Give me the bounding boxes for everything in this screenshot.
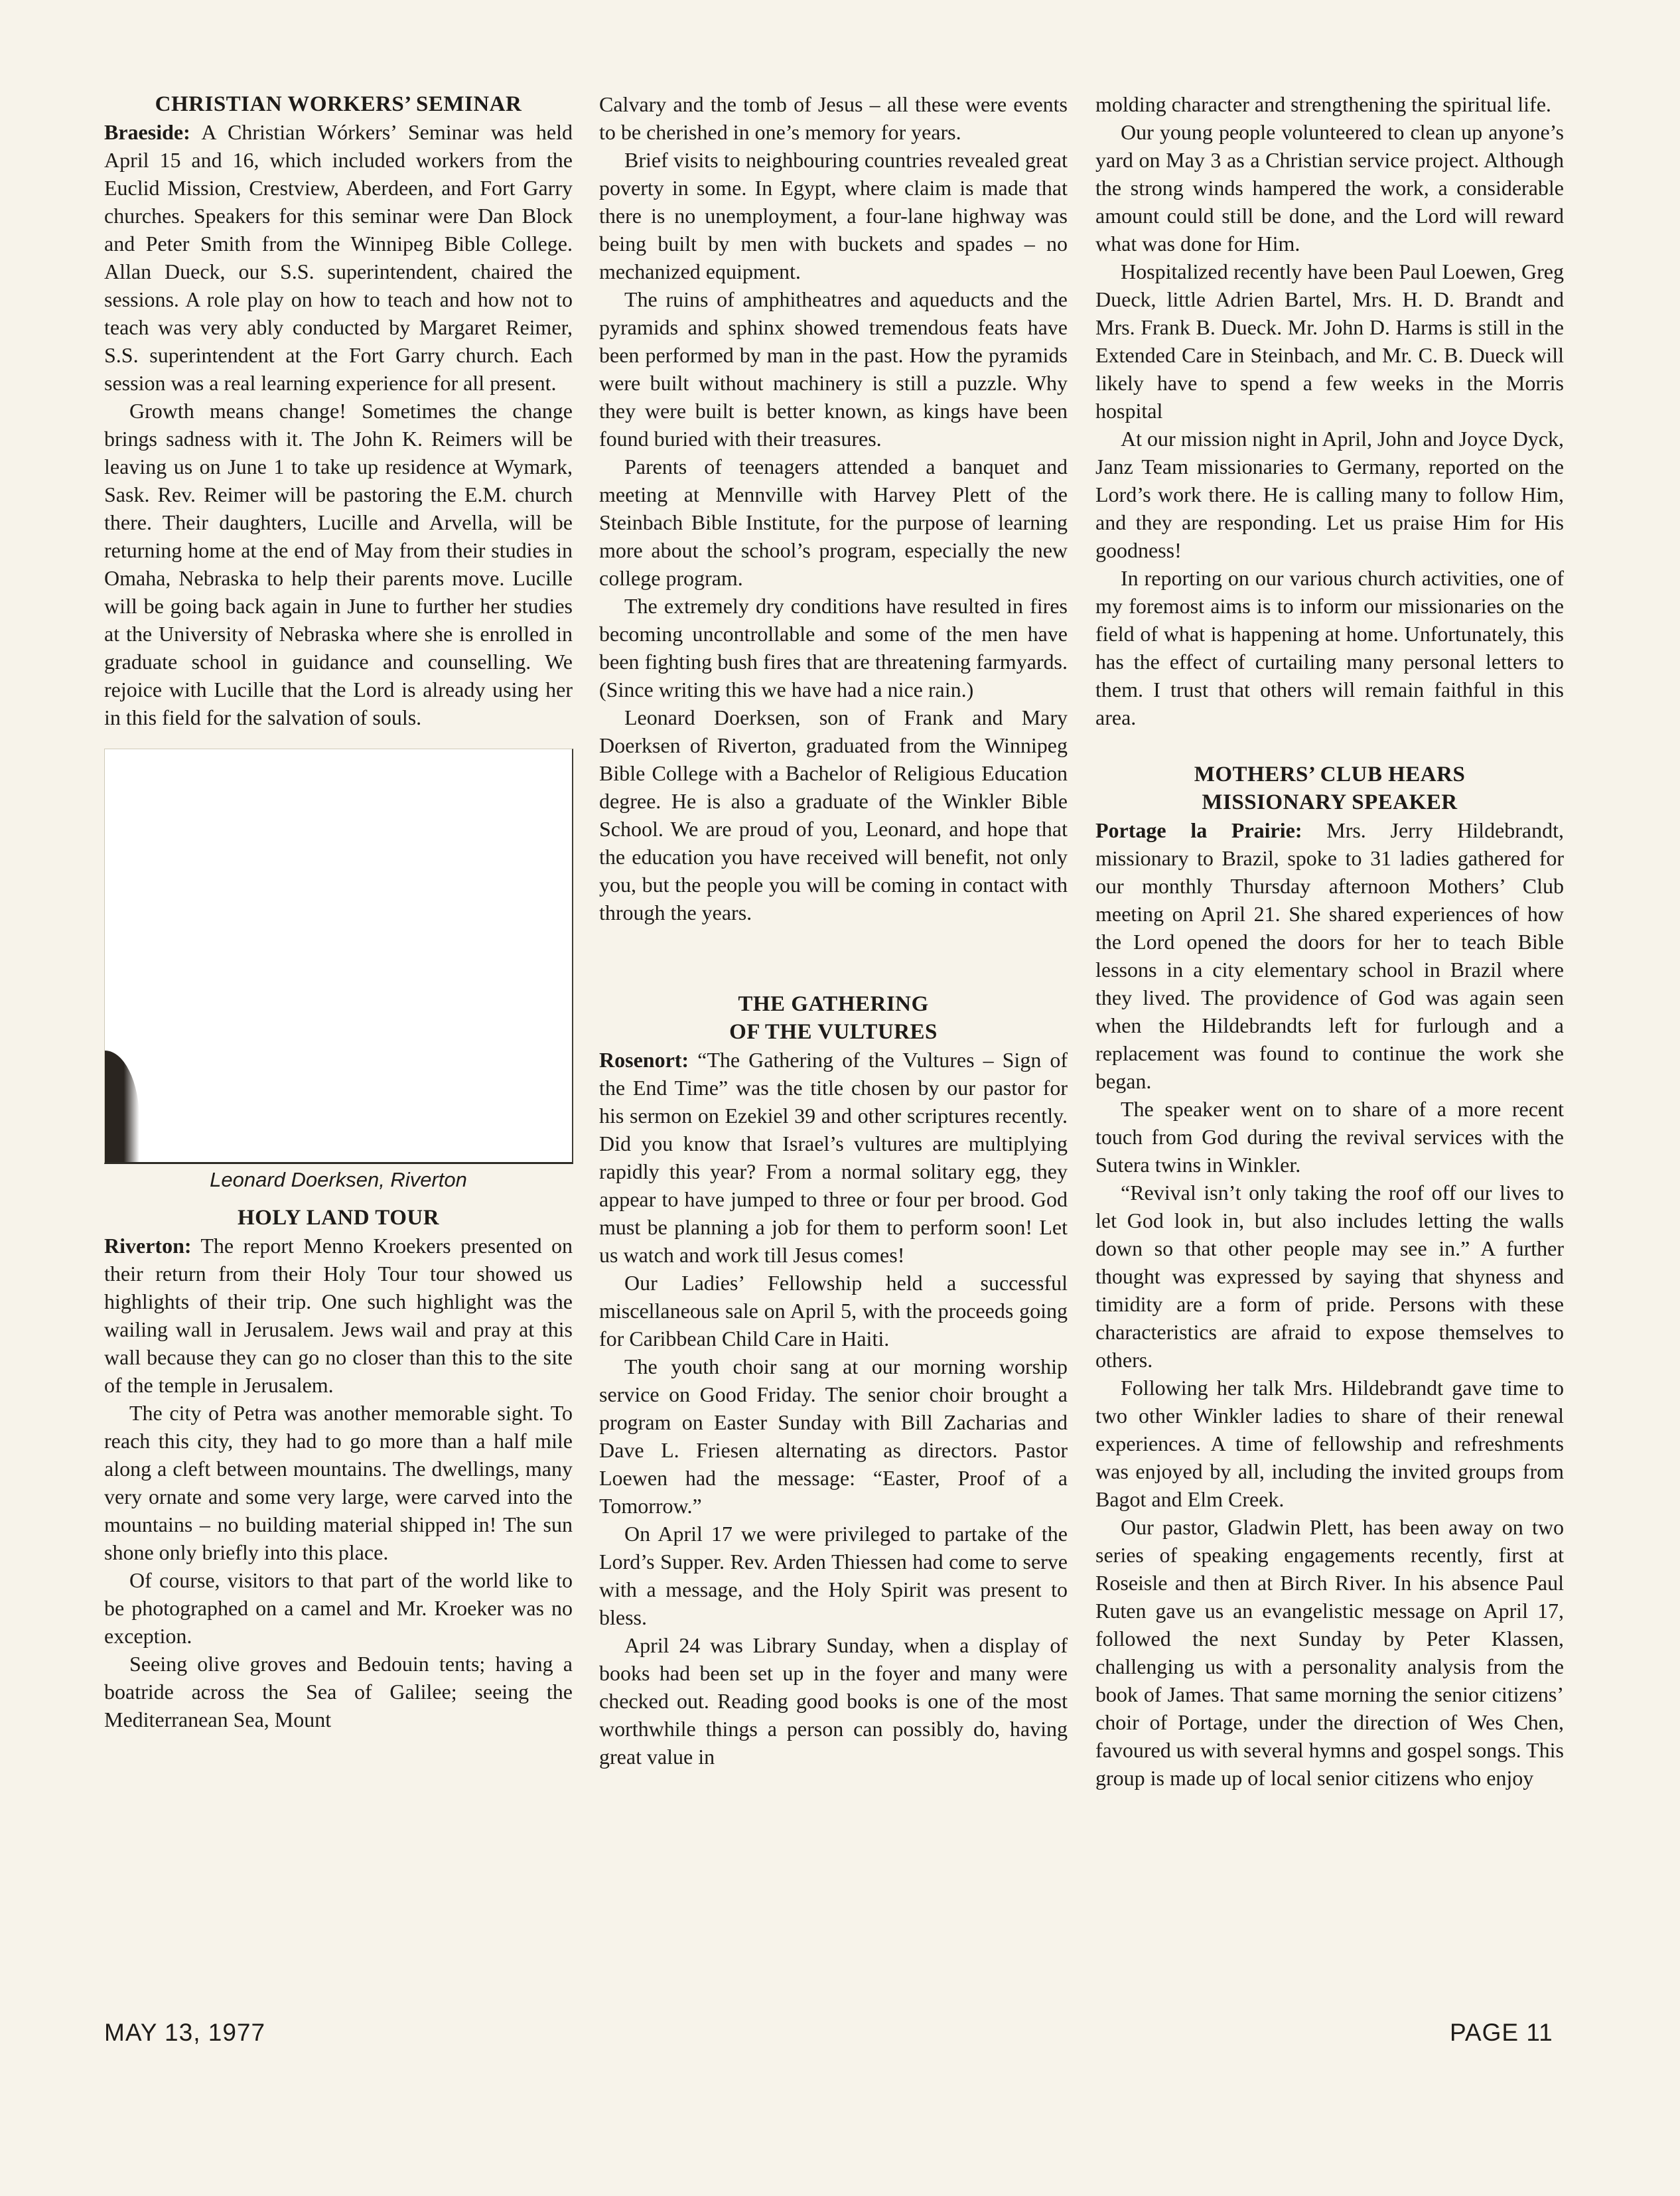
vultures-paragraph-3: The youth choir sang at our morning worship service on Good Friday. The senior choir brought a program on Easter Sunday with Bill Zacharias and Dave L. Friesen alternating as directors. Pastor Loewen had the message: “Easter, Proof of a Tomorrow.” (599, 1354, 1068, 1518)
vultures-continued-paragraph-1: molding character and strengthening the spiritual life. (1095, 92, 1551, 116)
tour-continued-paragraph-4: Parents of teenagers attended a banquet and meeting at Mennville with Harvey Plett of the Steinbach Bible Institute, for the purpose of learning more about the school’s program, especially the new college program. (599, 455, 1068, 590)
vultures-continued-paragraph-5: In reporting on our various church activities, one of my foremost aims is to inform our missionaries on the field of what is happening at home. Unfortunately, this has the effect of curtailing many personal letters to them. I trust that others will remain faithful in this area. (1095, 566, 1564, 729)
spacer (1095, 731, 1564, 761)
column-1 (104, 90, 573, 1733)
photo-shadow (105, 1051, 139, 1162)
mothers-club-dateline: Portage la Prairie: (1095, 818, 1302, 842)
vultures-paragraph-2: Our Ladies’ Fellowship held a successful miscellaneous sale on April 5, with the proceeds going for Caribbean Child Care in Haiti. (599, 1271, 1068, 1351)
mothers-club-headline-line-2: MISSIONARY SPEAKER (1202, 790, 1458, 814)
tour-continued-paragraph-6: Leonard Doerksen, son of Frank and Mary Doerksen of Riverton, graduated from the Winnipeg Bible College with a Bachelor of Religious Education degree. He is also a graduate of the Winkler Bible School. We are proud of you, Leonard, and hope that the education you have received will benefit, not only you, but the people you will be coming in contact with through the years. (599, 705, 1068, 924)
photo-leonard-doerksen (104, 749, 573, 1164)
seminar-paragraph-2: Growth means change! Sometimes the change brings sadness with it. The John K. Reimers will be leaving us on June 1 to take up residence at Wymark, Sask. Rev. Reimer will be pastoring the E.M. church there. Their daughters, Lucille and Arvella, will be returning home at the end of May from their studies in Omaha, Nebraska to help their parents move. Lucille will be going back again in June to further her studies at the University of Nebraska where she is enrolled in graduate school in guidance and counselling. We rejoice with Lucille that the Lord is already using her in this field for the salvation of souls. (104, 399, 573, 729)
mothers-club-paragraph-5: Our pastor, Gladwin Plett, has been away on two series of speaking engagements recently, first at Roseisle and then at Birch River. In his absence Paul Ruten gave us an evangelistic message on April 17, followed the next Sunday by Peter Klassen, challenging us with a personality analysis from the book of James. That same morning the senior citizens’ choir of Portage, under the direction of Wes Chen, favoured us with several hymns and gospel songs. This group is made up of local senior citizens who enjoy (1095, 1515, 1564, 1790)
seminar-paragraph-1 (104, 118, 573, 397)
vultures-headline-line-2: OF THE VULTURES (729, 1020, 938, 1044)
tour-paragraph-3: Of course, visitors to that part of the world like to be photographed on a camel and Mr. Kroeker was no exception. (104, 1568, 573, 1648)
tour-dateline: Riverton: (104, 1234, 192, 1258)
vultures-dateline: Rosenort: (599, 1048, 689, 1072)
tour-paragraph-1-text: The report Menno Kroekers presented on their return from their Holy Tour tour showed us highlights of their trip. One such highlight was the wailing wall in Jerusalem. Jews wail and pray at this wall because they can go no closer than this to the site of the temple in Jerusalem. (104, 1234, 573, 1397)
seminar-paragraph-1-text: A Christian Wórkers’ Seminar was held April 15 and 16, which included workers from the Euclid Mission, Crestview, Aberdeen, and Fort Garry churches. Speakers for this seminar were Dan Block and Peter Smith from the Winnipeg Bible College. Allan Dueck, our S.S. superintendent, chaired the sessions. A role play on how to teach and how not to teach was very ably conducted by Margaret Reimer, S.S. superintendent at the Fort Garry church. Each session was a real learning experience for all present. (104, 120, 573, 395)
photo-caption: Leonard Doerksen, Riverton (210, 1168, 467, 1191)
vultures-paragraph-1-text: “The Gathering of the Vultures – Sign of the End Time” was the title chosen by our pastor for his sermon on Ezekiel 39 and other scriptures recently. Did you know that Israel’s vultures are multiplying rapidly this year? From a normal solitary egg, they appear to have jumped to three or four per brood. God must be planning a job for them to perform soon! Let us watch and work till Jesus comes! (599, 1048, 1068, 1267)
tour-continued-paragraph-3: The ruins of amphitheatres and aqueducts and the pyramids and sphinx showed tremendous feats have been performed by man in the past. How the pyramids were built without machinery is still a puzzle. Why they were built is better known, as kings have been found buried with their treasures. (599, 287, 1068, 451)
mothers-club-paragraph-3: “Revival isn’t only taking the roof off our lives to let God look in, but also includes letting the walls down so that other people may see in.” A further thought was expressed by saying that shyness and timidity are a form of pride. Persons with these characteristics are afraid to expose themselves to others. (1095, 1181, 1564, 1372)
tour-continued-paragraph-5: The extremely dry conditions have resulted in fires becoming uncontrollable and some of the men have been fighting bush fires that are threatening farmyards. (Since writing this we have had a nice rain.) (599, 594, 1068, 701)
footer-page-number: PAGE 11 (1450, 2019, 1553, 2046)
column-3 (1095, 90, 1564, 1792)
tour-continued-paragraph-2: Brief visits to neighbouring countries revealed great poverty in some. In Egypt, where claim is made that there is no unemployment, a four-lane highway was being built by men with buckets and spades – no mechanized equipment. (599, 148, 1068, 283)
mothers-club-paragraph-4: Following her talk Mrs. Hildebrandt gave time to two other Winkler ladies to share of their renewal experiences. A time of fellowship and refreshments was enjoyed by all, including the invited groups from Bagot and Elm Creek. (1095, 1376, 1564, 1511)
vultures-headline-line-1: THE GATHERING (738, 992, 929, 1016)
tour-headline: HOLY LAND TOUR (237, 1206, 440, 1230)
tour-continued-paragraph-1: Calvary and the tomb of Jesus – all these were events to be cherished in one’s memory for years. (599, 92, 1068, 144)
vultures-continued-paragraph-3: Hospitalized recently have been Paul Loewen, Greg Dueck, little Adrien Bartel, Mrs. H. D. Brandt and Mrs. Frank B. Dueck. Mr. John D. Harms is still in the Extended Care in Steinbach, and Mr. C. B. Dueck will likely have to spend a few weeks in the Morris hospital (1095, 259, 1564, 423)
vultures-continued-paragraph-4: At our mission night in April, John and Joyce Dyck, Janz Team missionaries to Germany, reported on the Lord’s work there. He is calling many to follow Him, and they are responding. Let us praise Him for His goodness! (1095, 427, 1564, 562)
seminar-headline: CHRISTIAN WORKERS’ SEMINAR (155, 92, 522, 116)
mothers-club-paragraph-1 (1095, 816, 1564, 1095)
column-2 (599, 90, 1068, 1771)
vultures-paragraph-1 (599, 1046, 1068, 1269)
tour-paragraph-4: Seeing olive groves and Bedouin tents; having a boatride across the Sea of Galilee; seeing the Mediterranean Sea, Mount (104, 1652, 573, 1731)
mothers-club-headline-line-1: MOTHERS’ CLUB HEARS (1194, 763, 1466, 786)
spacer (599, 926, 1068, 990)
mothers-club-paragraph-2: The speaker went on to share of a more recent touch from God during the revival services with the Sutera twins in Winkler. (1095, 1097, 1564, 1177)
vultures-paragraph-5: April 24 was Library Sunday, when a display of books had been set up in the foyer and many were checked out. Reading good books is one of the most worthwhile things a person can possibly do, having great value in (599, 1633, 1068, 1769)
mothers-club-paragraph-1-text: Mrs. Jerry Hildebrandt, missionary to Brazil, spoke to 31 ladies gathered for our monthly Thursday afternoon Mothers’ Club meeting on April 21. She shared experiences of how the Lord opened the doors for her to teach Bible lessons in a city elementary school in Brazil where they lived. The providence of God was again seen when the Hildebrandts left for furlough and a replacement was found to continue the work she began. (1095, 818, 1565, 1093)
seminar-dateline: Braeside: (104, 120, 190, 144)
vultures-paragraph-4: On April 17 we were privileged to partake of the Lord’s Supper. Rev. Arden Thiessen had come to serve with a message, and the Holy Spirit was present to bless. (599, 1522, 1068, 1629)
vultures-continued-paragraph-2: Our young people volunteered to clean up anyone’s yard on May 3 as a Christian service project. Although the strong winds hampered the work, a considerable amount could still be done, and the Lord will reward what was done for Him. (1095, 120, 1564, 256)
footer-date: MAY 13, 1977 (104, 2019, 266, 2046)
tour-paragraph-1 (104, 1232, 573, 1399)
tour-paragraph-2: The city of Petra was another memorable sight. To reach this city, they had to go more than a half mile along a cleft between mountains. The dwellings, many very ornate and some very large, were carved into the mountains – no building material shipped in! The sun shone only briefly into this place. (104, 1401, 573, 1564)
